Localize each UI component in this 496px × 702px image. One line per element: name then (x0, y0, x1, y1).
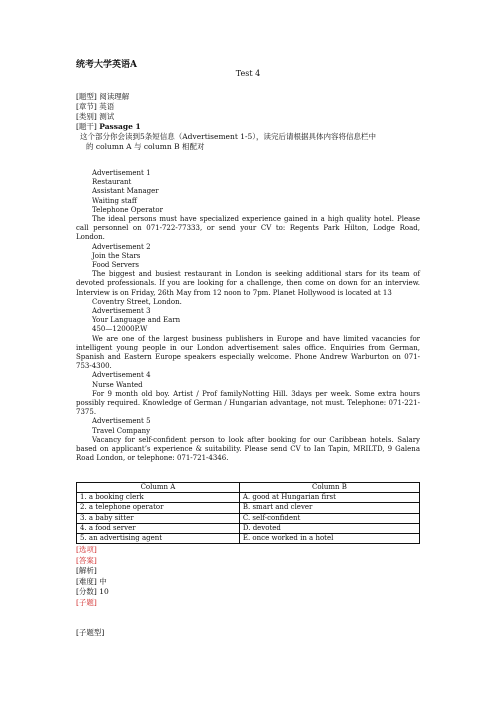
subquestion-label: [子题] (76, 597, 97, 607)
table-row (77, 493, 420, 503)
ad1-line: Restaurant (92, 178, 132, 187)
column-a-cell: 2. a telephone operator (77, 503, 240, 513)
column-a-cell: 1. a booking clerk (77, 493, 240, 503)
document-title: 统考大学英语A (76, 60, 137, 70)
ad4-body: For 9 month old boy. Artist / Prof familyNotting Hill. 3days per week. Some extra hours possibly required. Knowledge of German / Hungarian advantage, not must. Telephone: 071-221-7375. (76, 389, 420, 417)
subtype-label: [子题型] (76, 628, 105, 637)
difficulty-label: [难度] 中 (76, 576, 107, 586)
table-row (77, 523, 420, 533)
table-row (77, 503, 420, 513)
meta-category: [类别] 测试 (76, 112, 115, 121)
column-b-header: Column B (239, 483, 419, 493)
ad3-line: Your Language and Earn (92, 316, 181, 325)
ad1-line: Assistant Manager (92, 187, 159, 196)
analysis-label: [解析] (76, 566, 97, 575)
ad3-body: We are one of the largest business publishers in Europe and have limited vacancies for intelligent young people in our London advertisement sales office. Enquiries from German, Spanish and Eastern Europe speakers especially welcome. Phone Andrew Warburton on 071-753-4300. (76, 334, 420, 371)
advertisements (76, 169, 420, 464)
meta-chapter: [章节] 英语 (76, 102, 115, 111)
matching-table (76, 482, 420, 544)
ad1-line: Waiting staff (92, 196, 137, 205)
column-b-cell: B. smart and clever (239, 503, 419, 513)
ad2-line: Food Servers (92, 261, 139, 270)
score-label: [分数] 10 (76, 587, 109, 596)
meta-block (76, 92, 376, 152)
column-b-cell: E. once worked in a hotel (239, 533, 419, 543)
ad1-body: The ideal persons must have specialized experience gained in a high quality hotel. Please call personnel on 071-722-77333, or send your CV to: Regents Park Hilton, Lodge Road, London. (76, 215, 420, 242)
ad4-title: Advertisement 4 (92, 371, 151, 380)
ad5-body: Vacancy for self-confident person to look after booking for our Caribbean hotels. Salary based on applicant’s experience & suitability. Please send CV to Ian Tapin, MRILTD, 9 Galena Road London, or telephone: 071-721-4346. (76, 435, 420, 463)
passage-label: Passage 1 (99, 122, 141, 131)
instruction-line-2: 的 column A 与 column B 相配对 (86, 142, 205, 151)
ad2-body: The biggest and busiest restaurant in London is seeking additional stars for its team of devoted professionals. If you are looking for a challenge, then come on down for an interview. Interview is on Friday, 26th May from 12 noon to 7pm. Planet Hollywood is located at 13 (76, 270, 420, 297)
table-row (77, 533, 420, 543)
column-a-cell: 4. a food server (77, 523, 240, 533)
ad2-tail: Coventry Street, London. (92, 297, 182, 306)
ad2-title: Advertisement 2 (92, 242, 151, 251)
test-name: Test 4 (235, 69, 261, 78)
column-a-cell: 3. a baby sitter (77, 513, 240, 523)
column-b-cell: D. devoted (239, 523, 419, 533)
column-b-cell: A. good at Hungarian first (239, 493, 419, 503)
ad5-line: Travel Company (92, 426, 151, 435)
answer-label: [答案] (76, 555, 97, 565)
ad2-line: Join the Stars (92, 251, 141, 260)
column-b-cell: C. self-confident (239, 513, 419, 523)
table-row (77, 513, 420, 523)
table-header-row (77, 483, 420, 493)
options-label: [选项] (76, 545, 97, 554)
ad3-title: Advertisement 3 (92, 307, 151, 316)
column-a-header: Column A (77, 483, 240, 493)
ad3-line: 450—12000P.W (92, 325, 148, 334)
ad1-line: Telephone Operator (92, 205, 163, 214)
stem-label: [题干] (76, 122, 97, 131)
ad1-title: Advertisement 1 (92, 169, 151, 177)
instruction-line-1: 这个部分你会读到5条短信息（Advertisement 1-5），读完后请根据具体内容将信息栏中 (80, 132, 377, 141)
ad4-line: Nurse Wanted (92, 380, 143, 389)
meta-type: [题型] 阅读理解 (76, 92, 130, 101)
footer-meta (76, 545, 109, 608)
meta-stem (76, 122, 376, 132)
column-a-cell: 5. an advertising agent (77, 533, 240, 543)
ad5-title: Advertisement 5 (92, 417, 151, 426)
